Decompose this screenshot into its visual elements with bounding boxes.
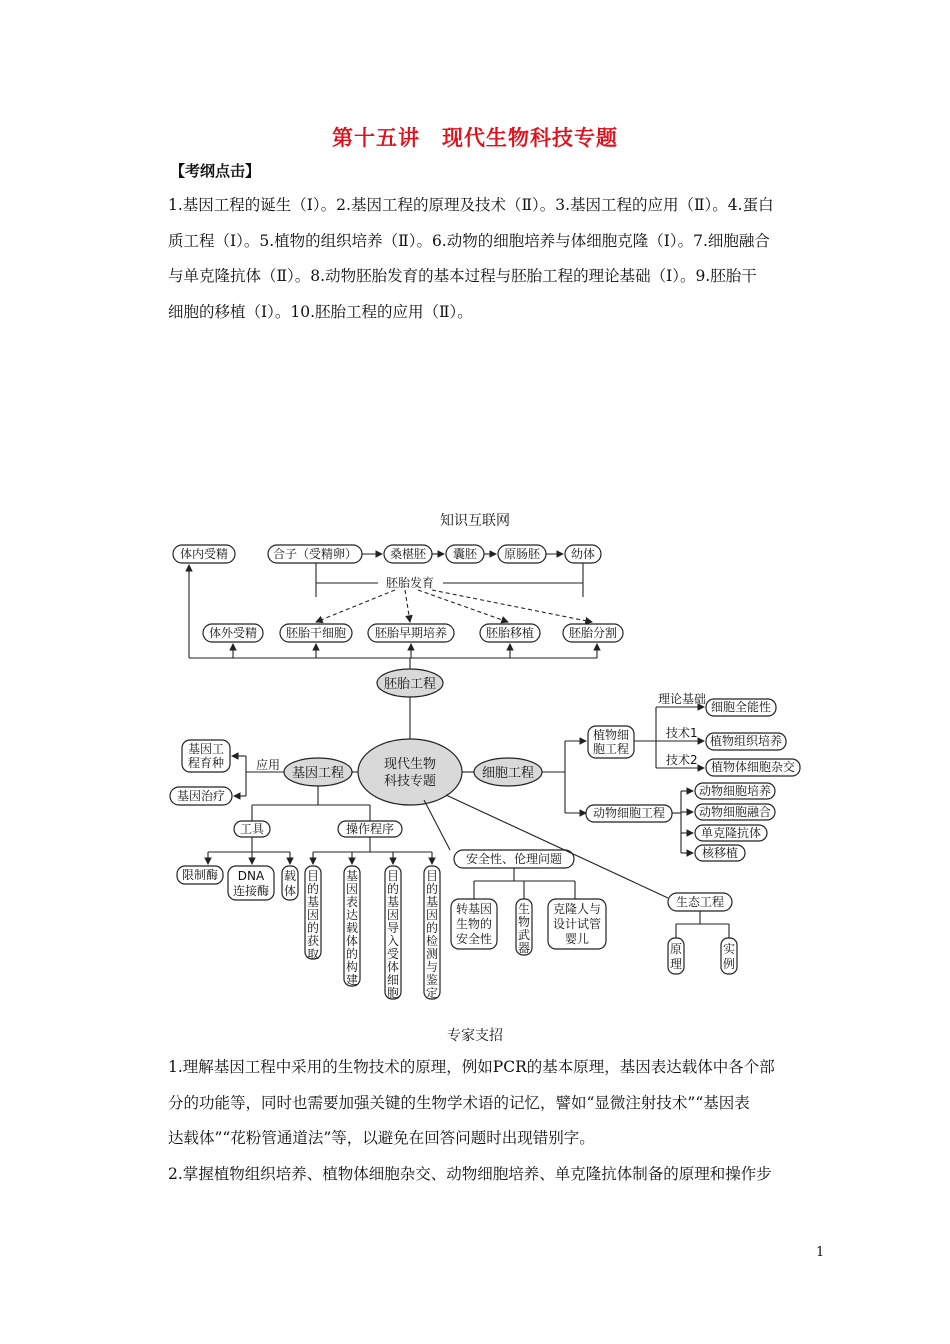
step-char: 获 (306, 934, 320, 948)
safety-ethics-label: 安全性、伦理问题 (465, 852, 563, 866)
step-char: 基 (345, 869, 359, 883)
step-char: 鉴 (425, 973, 439, 987)
theory-basis-label: 理论基础 (658, 692, 707, 706)
restriction-enzyme-label: 限制酶 (181, 868, 219, 882)
step-char: 目 (306, 869, 320, 883)
network-title: 知识互联网 (440, 513, 510, 529)
ecological-engineering-label: 生态工程 (675, 895, 725, 909)
cloning-line1: 克隆人与 (552, 902, 602, 916)
example-label (723, 942, 735, 971)
exam-line: 质工程（Ⅰ）。5.植物的组织培养（Ⅱ）。6.动物的细胞培养与体细胞克隆（Ⅰ）。7.细胞融合 (168, 231, 770, 250)
cloning-line3: 婴儿 (564, 932, 590, 946)
technique-1-label: 技术1 (666, 726, 698, 740)
step-char: 达 (345, 908, 359, 922)
gmo-safety-line3: 安全性 (455, 932, 493, 946)
expert-tips-title: 专家支招 (447, 1028, 503, 1044)
animal-culture-label: 动物细胞培养 (698, 784, 772, 798)
center-label-line1: 现代生物 (383, 757, 437, 772)
step-char: 胞 (386, 986, 400, 1000)
in-vitro-label: 体外受精 (208, 626, 258, 640)
somatic-hybridization-label: 植物体细胞杂交 (710, 760, 796, 774)
principle-char: 理 (669, 957, 683, 971)
exam-points-heading: 【考纲点击】 (170, 162, 261, 180)
bioweapon-char: 生 (517, 902, 531, 916)
gmo-safety-line1: 转基因 (455, 902, 493, 916)
exam-line: 1.基因工程的诞生（Ⅰ）。2.基因工程的原理及技术（Ⅱ）。3.基因工程的应用（Ⅱ）。4.蛋白 (168, 196, 774, 214)
vector-char: 载 (283, 869, 297, 883)
principle-label (670, 942, 682, 971)
expert-line: 达载体”“花粉管通道法”等，以避免在回答问题时出现错别字。 (168, 1129, 595, 1147)
step-char: 基 (425, 895, 439, 909)
exam-line: 细胞的移植（Ⅰ）。10.胚胎工程的应用（Ⅱ）。 (168, 302, 473, 321)
technique-2-label: 技术2 (666, 753, 698, 767)
step-char: 测 (425, 947, 439, 961)
step-char: 基 (306, 895, 320, 909)
embryo-development-label: 胚胎发育 (385, 576, 435, 590)
gastrula-label: 原肠胚 (503, 547, 541, 561)
step-char: 的 (386, 882, 400, 896)
step-char: 因 (386, 908, 400, 922)
expert-line: 1.理解基因工程中采用的生物技术的原理，例如PCR的基本原理，基因表达载体中各个部 (168, 1058, 775, 1076)
step-char: 因 (345, 882, 359, 896)
bioweapon-label (518, 901, 530, 955)
principle-char: 原 (669, 942, 683, 956)
dna-ligase-line1: DNA (237, 869, 265, 883)
gene-breeding-line1: 基因工 (187, 742, 225, 756)
procedure-label: 操作程序 (345, 822, 395, 836)
page-title: 第十五讲 现代生物科技专题 (332, 126, 618, 150)
step-gene-acquisition-label (307, 869, 319, 961)
step-char: 的 (306, 921, 320, 935)
step-char: 导 (386, 921, 400, 935)
step-char: 的 (306, 882, 320, 896)
step-char: 表 (345, 895, 359, 909)
example-char: 实 (722, 942, 736, 956)
step-char: 建 (345, 973, 359, 987)
procedure-steps (305, 866, 440, 1000)
step-char: 的 (345, 947, 359, 961)
application-label: 应用 (255, 758, 281, 772)
step-char: 载 (345, 921, 359, 935)
early-culture-label: 胚胎早期培养 (374, 626, 448, 640)
embryo-transfer-label: 胚胎移植 (485, 626, 535, 640)
step-char: 取 (306, 947, 320, 961)
step-detection-label (426, 869, 438, 1000)
bioweapon-char: 物 (517, 915, 531, 929)
animal-cell-engineering-label: 动物细胞工程 (592, 806, 666, 820)
gene-engineering-label: 基因工程 (291, 766, 345, 781)
step-char: 目 (386, 869, 400, 883)
dna-ligase-line2: 连接酶 (232, 884, 270, 898)
monoclonal-antibody-label: 单克隆抗体 (700, 826, 762, 840)
cell-engineering-label: 细胞工程 (481, 766, 535, 781)
tools-label: 工具 (239, 822, 265, 836)
embryo-engineering-label: 胚胎工程 (383, 677, 437, 692)
gmo-safety-line2: 生物的 (455, 917, 493, 931)
tissue-culture-label: 植物组织培养 (709, 734, 783, 748)
es-cell-label: 胚胎干细胞 (285, 626, 347, 640)
step-char: 基 (386, 895, 400, 909)
step-char: 入 (386, 934, 400, 948)
in-vivo-label: 体内受精 (179, 547, 229, 561)
plant-cell-line1: 植物细 (592, 728, 630, 742)
exam-line: 与单克隆抗体（Ⅱ）。8.动物胚胎发育的基本过程与胚胎工程的理论基础（Ⅰ）。9.胚胎干 (168, 267, 757, 285)
step-vector-construction-label (346, 869, 358, 987)
bioweapon-char: 武 (517, 928, 531, 942)
embryo-splitting-label: 胚胎分割 (568, 626, 618, 640)
step-char: 因 (425, 908, 439, 922)
step-char: 定 (425, 986, 439, 1000)
step-char: 目 (425, 869, 439, 883)
expert-line: 分的功能等，同时也需要加强关键的生物学术语的记忆，譬如“显微注射技术”“基因表 (168, 1093, 750, 1112)
zygote-label: 合子（受精卵） (272, 547, 358, 561)
totipotency-label: 细胞全能性 (710, 700, 772, 714)
gene-breeding-line2: 程育种 (187, 756, 225, 770)
gene-therapy-label: 基因治疗 (176, 789, 226, 803)
larva-label: 幼体 (570, 547, 596, 561)
page-number: 1 (816, 1245, 825, 1260)
center-label-line2: 科技专题 (383, 774, 437, 789)
step-char: 受 (386, 947, 400, 961)
step-char: 因 (306, 908, 320, 922)
nuclear-transfer-label: 核移植 (701, 846, 739, 860)
step-char: 的 (425, 882, 439, 896)
step-char: 体 (386, 960, 400, 974)
step-char: 细 (386, 973, 400, 987)
plant-cell-line2: 胞工程 (592, 742, 630, 756)
step-char: 与 (425, 960, 439, 974)
blastocyst-label: 囊胚 (452, 547, 478, 561)
step-char: 检 (425, 934, 439, 948)
step-char: 体 (345, 934, 359, 948)
vector-char: 体 (283, 884, 297, 898)
cloning-line2: 设计试管 (552, 917, 602, 931)
expert-line: 2.掌握植物组织培养、植物体细胞杂交、动物细胞培养、单克隆抗体制备的原理和操作步 (168, 1164, 772, 1183)
step-char: 构 (345, 960, 359, 974)
morula-label: 桑椹胚 (389, 547, 427, 561)
example-char: 例 (722, 957, 736, 971)
embryo-development-chain (173, 545, 601, 622)
expert-tips-paragraph (168, 1050, 818, 1192)
step-introduce-into-cell-label (387, 869, 399, 1000)
animal-fusion-label: 动物细胞融合 (698, 805, 772, 819)
bioweapon-char: 器 (517, 941, 531, 955)
step-char: 的 (425, 921, 439, 935)
